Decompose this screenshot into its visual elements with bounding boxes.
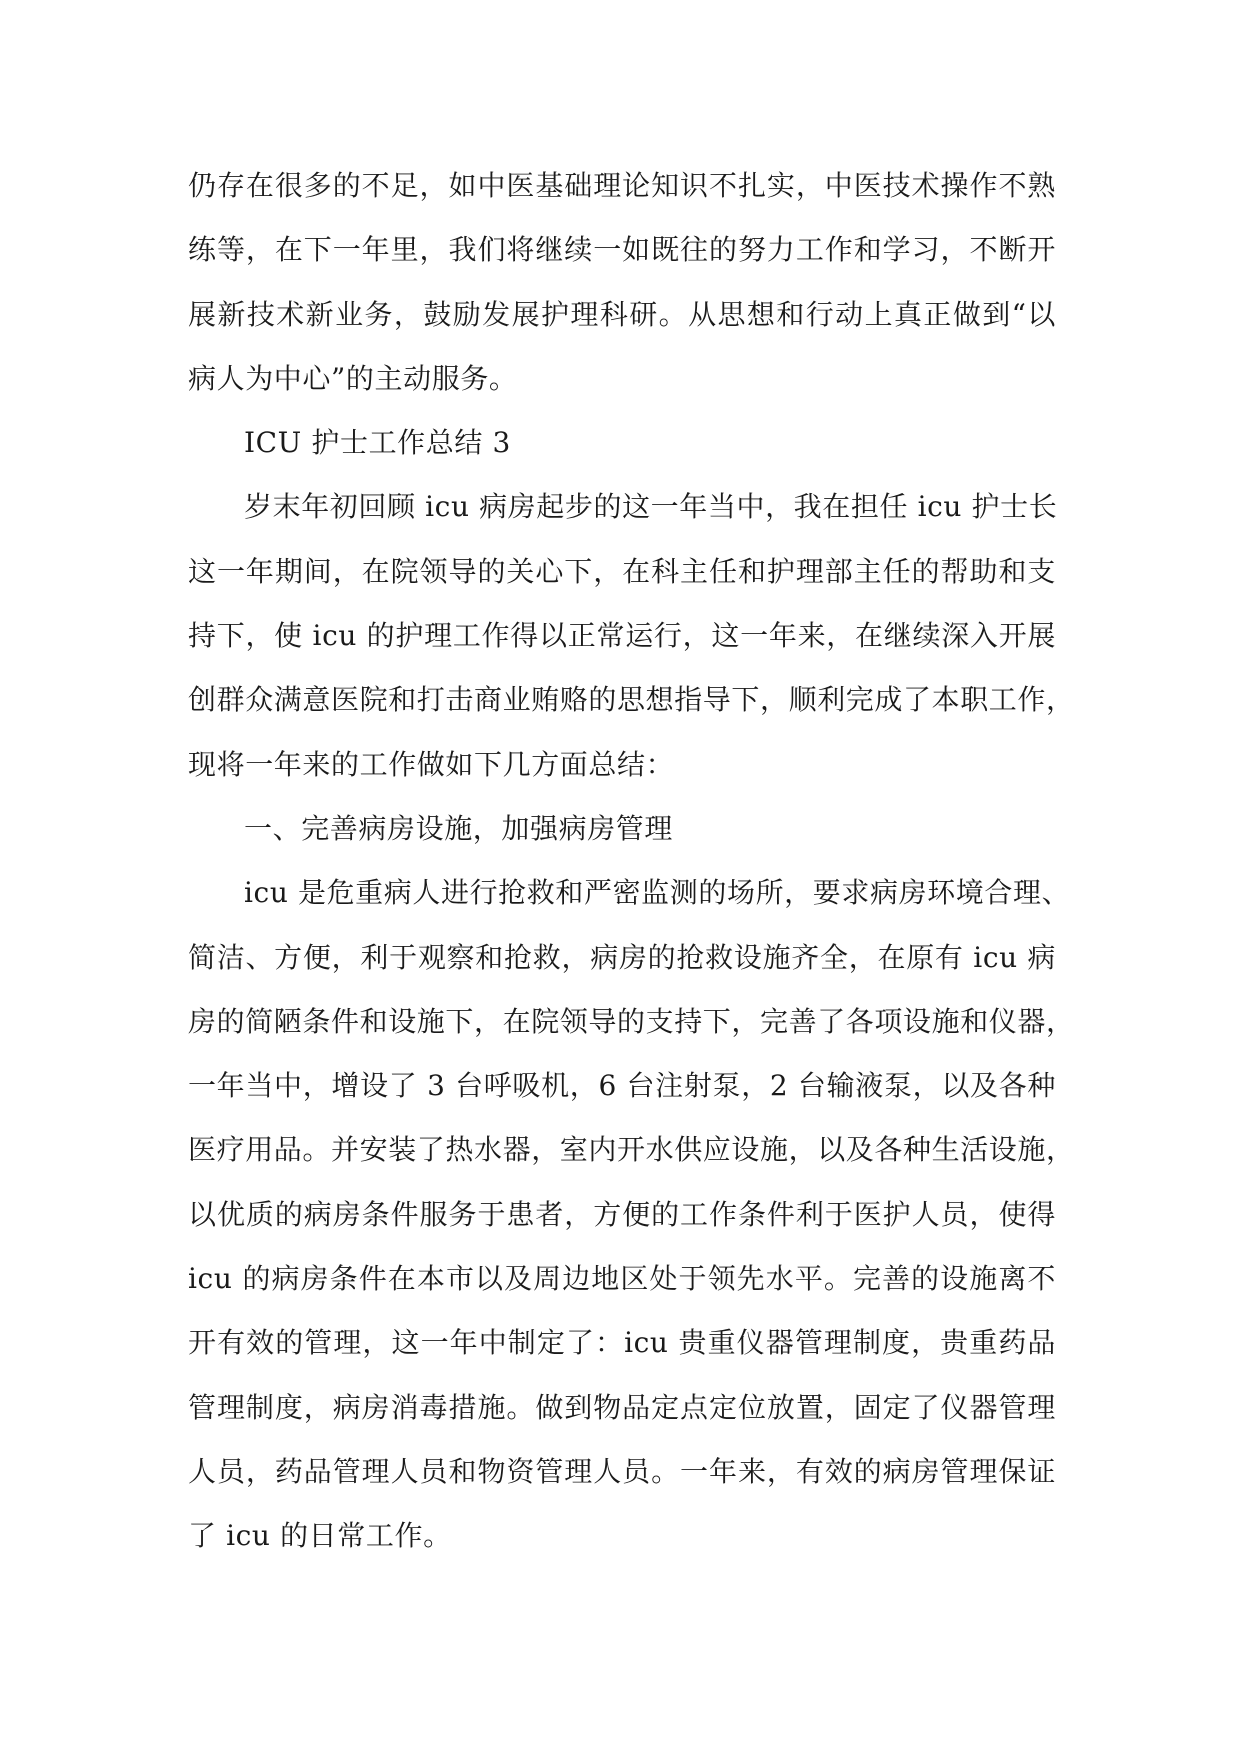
- text-line: 以优质的病房条件服务于患者，方便的工作条件利于医护人员，使得: [188, 1197, 1056, 1231]
- text-line: icu 的病房条件在本市以及周边地区处于领先水平。完善的设施离不: [188, 1262, 1056, 1296]
- text-line: 展新技术新业务，鼓励发展护理科研。从思想和行动上真正做到“以: [188, 297, 1056, 331]
- text-line: icu 是危重病人进行抢救和严密监测的场所，要求病房环境合理、: [244, 876, 1071, 910]
- subsection-heading: 一、完善病房设施，加强病房管理: [244, 811, 674, 845]
- text-line: 医疗用品。并安装了热水器，室内开水供应设施，以及各种生活设施，: [188, 1133, 1075, 1167]
- text-line: 简洁、方便，利于观察和抢救，病房的抢救设施齐全，在原有 icu 病: [188, 940, 1056, 974]
- text-line: 持下，使 icu 的护理工作得以正常运行，这一年来，在继续深入开展: [188, 619, 1056, 653]
- text-line: 人员，药品管理人员和物资管理人员。一年来，有效的病房管理保证: [188, 1454, 1056, 1488]
- text-line: 这一年期间，在院领导的关心下，在科主任和护理部主任的帮助和支: [188, 554, 1056, 588]
- text-line: 一年当中，增设了 3 台呼吸机，6 台注射泵，2 台输液泵，以及各种: [188, 1069, 1056, 1103]
- text-line: 开有效的管理，这一年中制定了：icu 贵重仪器管理制度，贵重药品: [188, 1326, 1056, 1360]
- text-line: 创群众满意医院和打击商业贿赂的思想指导下，顺利完成了本职工作，: [188, 683, 1075, 717]
- text-line: 病人为中心”的主动服务。: [188, 361, 518, 395]
- section-heading: ICU 护士工作总结 3: [244, 426, 511, 460]
- text-line: 房的简陋条件和设施下，在院领导的支持下，完善了各项设施和仪器，: [188, 1004, 1075, 1038]
- text-line: 仍存在很多的不足，如中医基础理论知识不扎实，中医技术操作不熟: [188, 169, 1056, 202]
- text-line: 岁末年初回顾 icu 病房起步的这一年当中，我在担任 icu 护士长: [244, 490, 1058, 524]
- text-line: 了 icu 的日常工作。: [188, 1519, 452, 1553]
- text-line: 管理制度，病房消毒措施。做到物品定点定位放置，固定了仪器管理: [188, 1390, 1056, 1424]
- body-text: [188, 154, 1075, 1569]
- text-line: 现将一年来的工作做如下几方面总结：: [188, 747, 675, 781]
- text-line: 练等，在下一年里，我们将继续一如既往的努力工作和学习，不断开: [188, 233, 1056, 267]
